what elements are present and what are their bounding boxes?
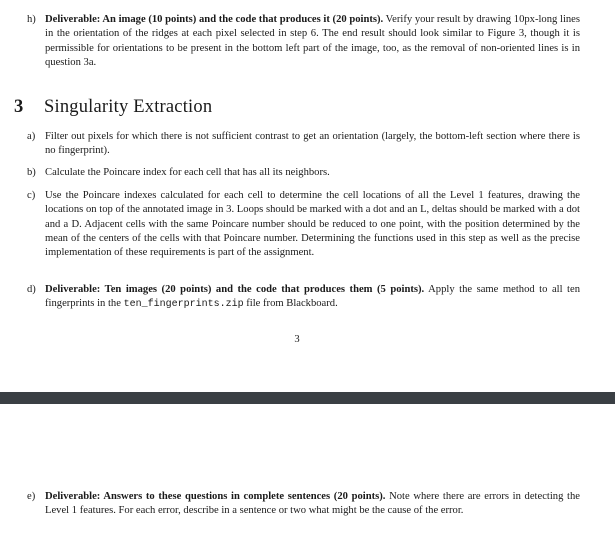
document-page-2 bbox=[0, 404, 615, 541]
item-b bbox=[27, 166, 580, 180]
item-h-deliverable: Deliverable: An image (10 points) and the code that produces it (20 points). bbox=[45, 14, 384, 25]
item-e bbox=[27, 490, 580, 519]
item-d-text-before: Apply the same method to all ten fingerprints in the bbox=[45, 284, 580, 310]
item-d-filename: ten_fingerprints.zip bbox=[123, 299, 244, 311]
section-heading bbox=[14, 97, 212, 118]
section-title: Singularity Extraction bbox=[44, 97, 213, 117]
item-a bbox=[27, 130, 580, 159]
item-b-text: Calculate the Poincare index for each cell that has all its neighbors. bbox=[45, 167, 330, 178]
item-a-label: a) bbox=[27, 131, 36, 142]
item-h-label: h) bbox=[27, 14, 36, 25]
item-e-text: Note where there are errors in detecting the Level 1 features. For each error, describe in a sentence or two what might be the cause of the error. bbox=[45, 491, 580, 517]
item-a-text: Filter out pixels for which there is not sufficient contrast to get an orientation (largely, the bottom-left section where there is no fingerprint). bbox=[45, 131, 580, 157]
item-e-body bbox=[45, 490, 580, 519]
item-c-label: c) bbox=[27, 190, 36, 201]
item-h bbox=[27, 13, 580, 70]
item-h-body bbox=[45, 13, 580, 70]
item-d bbox=[27, 283, 580, 313]
item-c-text: Use the Poincare indexes calculated for each cell to determine the cell locations of all the Level 1 features, drawing the locations on top of the annotated image in 3. Loops should be marked with a dot and an L, deltas should be marked with a dot and a D. Adjacent cells with the same Poincare number should be reduced to one point, with the position determined by the mean of the centers of the cells with that Poincare number. Determining the functions used in this step as well as the precise implementation of these requirements is part of the assignment. bbox=[45, 190, 580, 259]
item-d-body bbox=[45, 283, 580, 313]
page-number: 3 bbox=[294, 334, 300, 345]
section-number: 3 bbox=[14, 97, 24, 117]
item-d-text-after: file from Blackboard. bbox=[243, 298, 338, 310]
item-d-deliverable: Deliverable: Ten images (20 points) and the code that produces them (5 points). bbox=[45, 284, 425, 295]
item-e-label: e) bbox=[27, 491, 36, 502]
item-e-deliverable: Deliverable: Answers to these questions in complete sentences (20 points). bbox=[45, 491, 386, 502]
item-d-label: d) bbox=[27, 284, 36, 295]
page-separator bbox=[0, 392, 615, 404]
item-c bbox=[27, 189, 580, 260]
item-h-text: Verify your result by drawing 10px-long lines in the orientation of the ridges at each pixel selected in step 6. The end result should look similar to Figure 3, though it is permissible for orientations to be present in the bottom left part of the image, too, as the removal of non-oriented lines is in question 3a. bbox=[45, 14, 581, 68]
item-b-label: b) bbox=[27, 167, 36, 178]
